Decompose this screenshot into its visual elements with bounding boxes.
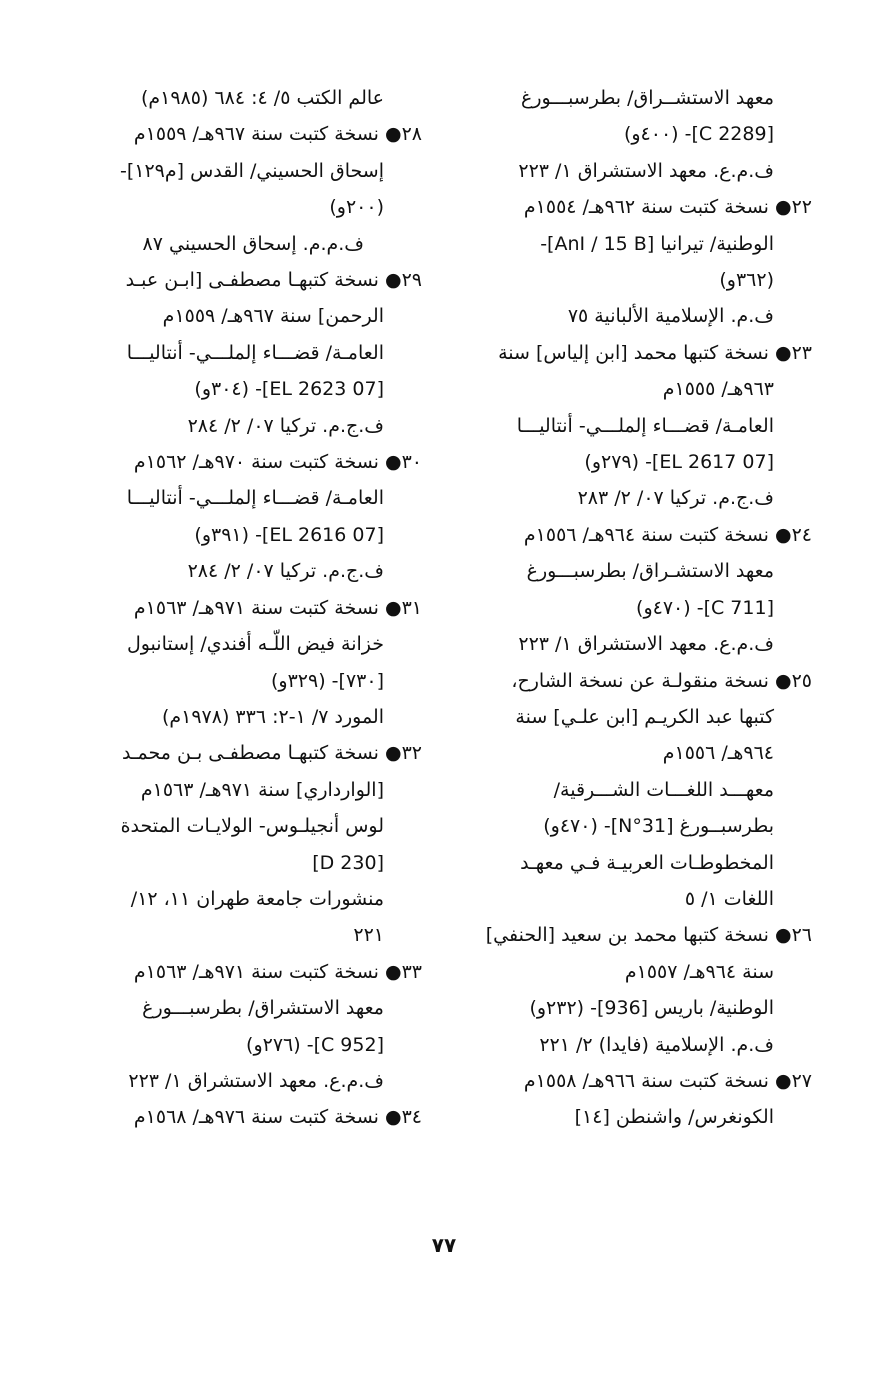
text-line: اللغات ١/ ٥ <box>684 887 774 910</box>
text-line: الرحمن] سنة ٩٦٧هـ/ ١٥٥٩م <box>162 305 384 328</box>
text-line: ف.م.م. إسحاق الحسيني ٨٧ <box>142 232 364 255</box>
text-line: (٢٠٠و) <box>329 196 384 219</box>
text-line: [C 2289]- (٤٠٠و) <box>623 123 774 146</box>
text-line: ٩٦٤هـ/ ١٥٥٦م <box>662 742 774 765</box>
text-line: معهد الاستشــراق/ بطرسبـــورغ <box>521 87 774 109</box>
text-line: [الوارداري] سنة ٩٧١هـ/ ١٥٦٣م <box>140 778 384 801</box>
text-line: الوطنية/ تيرانيا [AnI / 15 B]- <box>540 232 774 255</box>
text-line: المورد ٧/ ١-٢: ٣٣٦ (١٩٧٨م) <box>161 705 384 728</box>
entry-heading-line: ٢٢● نسخة كتبت سنة ٩٦٢هـ/ ١٥٥٤م <box>523 196 812 219</box>
text-line: عالم الكتب ٥/ ٤: ٦٨٤ (١٩٨٥م) <box>140 87 384 109</box>
text-line: ٢٢١ <box>353 924 384 947</box>
page-number: ٧٧ <box>431 1233 457 1257</box>
text-line: العامـة/ قضـــاء إلملـــي- أنتاليـــا <box>516 414 774 437</box>
text-line: ف.م. الإسلامية (فايدا) ٢/ ٢٢١ <box>539 1033 774 1056</box>
entry-heading-line: ٢٧● نسخة كتبت سنة ٩٦٦هـ/ ١٥٥٨م <box>523 1069 812 1092</box>
text-line: لوس أنجيلـوس- الولايـات المتحدة <box>120 815 384 838</box>
text-line: ف.ج.م. تركيا ٠٧/ ٢/ ٢٨٣ <box>577 487 774 510</box>
right-column <box>462 80 812 1136</box>
text-line: [07 EL 2617]- (٢٧٩و) <box>584 451 774 474</box>
entry-heading-line: ٣٣● نسخة كتبت سنة ٩٧١هـ/ ١٥٦٣م <box>133 960 422 983</box>
entry-heading-line: ٢٦● نسخة كتبها محمد بن سعيد [الحنفي] <box>485 924 812 947</box>
text-line: ف.م.ع. معهد الاستشراق ١/ ٢٢٣ <box>518 633 774 656</box>
text-line: [٧٣٠]- (٣٢٩و) <box>271 669 384 692</box>
text-line: معهد الاستشراق/ بطرسبـــورغ <box>142 997 384 1020</box>
text-line: [07 EL 2623]- (٣٠٤و) <box>194 378 384 401</box>
text-line: العامـة/ قضـــاء إلملـــي- أنتاليـــا <box>126 487 384 510</box>
text-line: بطرسبــورغ [N°31]- (٤٧٠و) <box>543 815 774 838</box>
text-line: الوطنية/ باريس [936]- (٢٣٢و) <box>529 997 774 1020</box>
text-line: ف.م. الإسلامية الألبانية ٧٥ <box>567 305 774 328</box>
text-line: ف.ج.م. تركيا ٠٧/ ٢/ ٢٨٤ <box>187 414 384 437</box>
entry-heading-line: ٣١● نسخة كتبت سنة ٩٧١هـ/ ١٥٦٣م <box>133 596 422 619</box>
text-line: المخطوطـات العربيـة فـي معهـد <box>520 851 774 874</box>
entry-heading-line: ٣٠● نسخة كتبت سنة ٩٧٠هـ/ ١٥٦٢م <box>133 451 422 474</box>
text-line: [07 EL 2616]- (٣٩١و) <box>194 523 384 546</box>
text-line: الكونغرس/ واشنطن [١٤] <box>574 1106 774 1129</box>
entry-heading-line: ٢٨● نسخة كتبت سنة ٩٦٧هـ/ ١٥٥٩م <box>133 123 422 146</box>
entry-heading-line: ٣٤● نسخة كتبت سنة ٩٧٦هـ/ ١٥٦٨م <box>133 1106 422 1129</box>
text-line: العامـة/ قضـــاء إلملـــي- أنتاليـــا <box>126 341 384 364</box>
text-line: (٣٦٢و) <box>719 269 774 292</box>
text-line: خزانة فيض اللّـه أفندي/ إستانبول <box>126 633 384 656</box>
text-line: ف.م.ع. معهد الاستشراق ١/ ٢٢٣ <box>518 159 774 182</box>
text-line: [C 952]- (٢٧٦و) <box>246 1033 384 1056</box>
text-line: كتبها عبد الكريـم [ابن علـي] سنة <box>515 705 774 728</box>
text-line: [D 230] <box>312 851 384 874</box>
entry-heading-line: ٢٤● نسخة كتبت سنة ٩٦٤هـ/ ١٥٥٦م <box>523 523 812 546</box>
text-line: ف.ج.م. تركيا ٠٧/ ٢/ ٢٨٤ <box>187 560 384 583</box>
text-line: ف.م.ع. معهد الاستشراق ١/ ٢٢٣ <box>128 1069 384 1092</box>
text-line: سنة ٩٦٤هـ/ ١٥٥٧م <box>624 960 774 983</box>
entry-heading-line: ٣٢● نسخة كتبهـا مصطفـى بـن محمـد <box>121 742 422 765</box>
text-line: معهـــد اللغـــات الشـــرقية/ <box>553 778 774 801</box>
text-line: معهد الاستشـراق/ بطرسبـــورغ <box>526 560 774 583</box>
entry-heading-line: ٢٥● نسخة منقولـة عن نسخة الشارح، <box>511 669 812 692</box>
text-line: إسحاق الحسيني/ القدس [م١٢٩]- <box>119 159 384 182</box>
text-line: منشورات جامعة طهران ١١، ١٢/ <box>130 887 384 910</box>
left-column <box>72 80 422 1136</box>
entry-heading-line: ٢٣● نسخة كتبها محمد [ابن إلياس] سنة <box>498 341 812 364</box>
text-line: [C 711]- (٤٧٠و) <box>636 596 774 619</box>
text-line: ٩٦٣هـ/ ١٥٥٥م <box>662 378 774 401</box>
entry-heading-line: ٢٩● نسخة كتبهـا مصطفـى [ابـن عبـد <box>125 269 422 292</box>
